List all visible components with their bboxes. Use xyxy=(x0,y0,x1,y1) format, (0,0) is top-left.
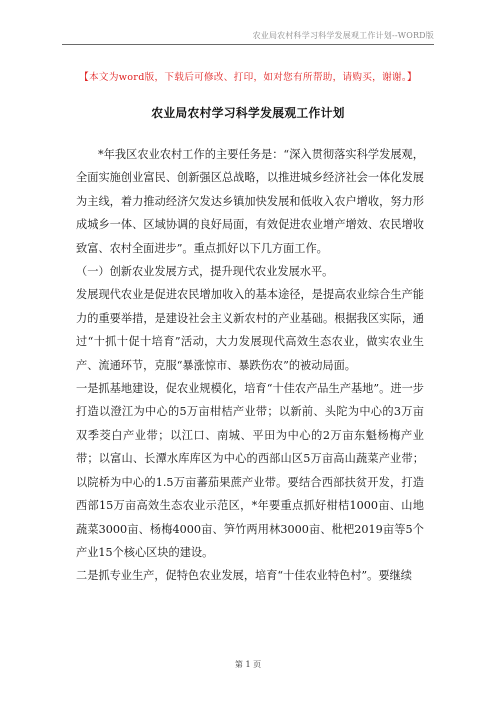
page-header xyxy=(62,30,434,45)
intro-paragraph: *年我区农业农村工作的主要任务是：“深入贯彻落实科学发展观，全面实施创业富民、创新强区总战略，以推进城乡经济社会一体化发展为主线，着力推动经济欠发达乡镇加快发展和低收入农户增收，努力形成城乡一体、区域协调的良好局面，有效促进农业增产增效、农民增收致富、农村全面进步”。重点抓好以下几方面工作。 xyxy=(76,148,424,255)
body-paragraph: 二是抓专业生产，促特色农业发展，培育“十佳农业特色村”。要继续 xyxy=(76,569,412,583)
body-paragraph: 一是抓基地建设，促农业规模化，培育“十佳农产品生产基地”。进一步打造以澄江为中心的5万亩柑桔产业带；以新前、头陀为中心的3万亩双季茭白产业带；以江口、南城、平田为中心的2万亩东魁杨梅产业带；以富山、长潭水库库区为中心的西部山区5万亩高山蔬菜产业带；以院桥为中心的1.5万亩蕃茄果蔗产业带。要结合西部扶贫开发，打造西部15万亩高效生态农业示范区，*年要重点抓好柑桔1000亩、山地蔬菜3000亩、杨梅4000亩、笋竹两用林3000亩、枇杷2019亩等5个产业15个核心区块的建设。 xyxy=(76,382,424,559)
section-heading: （一）创新农业发展方式，提升现代农业发展水平。 xyxy=(76,265,334,279)
document-body xyxy=(76,143,424,588)
header-text: 农业局农村科学习科学发展观工作计划--WORD版 xyxy=(252,31,434,40)
document-title: 农业局农村学习科学发展观工作计划 xyxy=(151,106,345,120)
page-number: 第 1 页 xyxy=(234,660,262,669)
body-paragraph: 发展现代农业是促进农民增加收入的基本途径，是提高农业综合生产能力的重要举措，是建设社会主义新农村的产业基础。根据我区实际，通过“十抓十促十培育”活动，大力发展现代高效生态农业，做实农业生产、流通环节，克服“暴涨惊市、暴跌伤农”的被动局面。 xyxy=(76,288,424,372)
page-footer xyxy=(0,659,496,670)
download-notice: 【本文为word版，下载后可修改、打印，如对您有所帮助，请购买，谢谢。】 xyxy=(79,72,417,83)
